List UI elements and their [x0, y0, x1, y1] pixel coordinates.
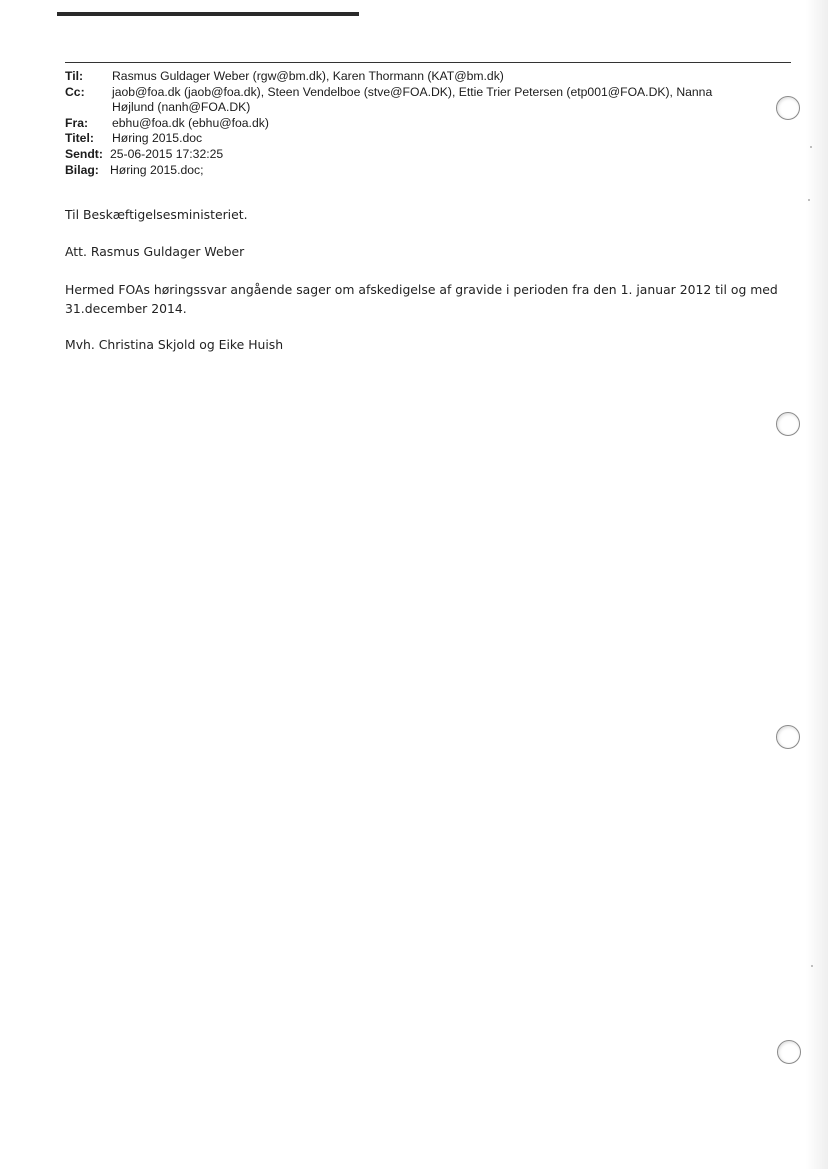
subject-label: Titel:	[65, 131, 94, 146]
punch-hole-icon	[776, 412, 800, 436]
cc-value	[112, 85, 770, 116]
punch-hole-icon	[777, 1040, 801, 1064]
to-row	[65, 69, 770, 85]
punch-hole-icon	[776, 96, 800, 120]
attachment-label: Bilag:	[65, 162, 99, 177]
scan-speck	[808, 199, 810, 201]
attachment-row	[65, 163, 770, 179]
scan-speck	[810, 146, 812, 148]
top-redaction-bar	[57, 12, 359, 16]
subject-row	[65, 131, 770, 147]
sent-label: Sendt:	[65, 146, 103, 161]
from-label: Fra:	[65, 115, 89, 130]
greeting: Til Beskæftigelsesministeriet.	[65, 207, 248, 222]
attention-line: Att. Rasmus Guldager Weber	[65, 244, 245, 259]
scan-speck	[811, 965, 813, 967]
header-divider	[65, 62, 791, 63]
cc-row	[65, 85, 770, 116]
body-paragraph-line1: Hermed FOAs høringssvar angående sager om afskedigelse af gravide i perioden fra den 1. januar 2012 til og med	[65, 282, 778, 297]
signoff: Mvh. Christina Skjold og Eike Huish	[65, 337, 284, 352]
email-header	[65, 69, 770, 178]
scan-edge-shadow	[806, 0, 828, 1169]
cc-value-line2: Højlund (nanh@FOA.DK)	[112, 100, 251, 115]
body-paragraph	[65, 280, 785, 318]
subject-value: Høring 2015.doc	[112, 131, 203, 146]
to-value: Rasmus Guldager Weber (rgw@bm.dk), Karen Thormann (KAT@bm.dk)	[112, 69, 504, 83]
body-paragraph-line2: 31.december 2014.	[65, 301, 187, 316]
punch-hole-icon	[776, 725, 800, 749]
from-row	[65, 116, 770, 132]
to-label: Til:	[65, 69, 84, 83]
sent-value: 25-06-2015 17:32:25	[110, 146, 224, 161]
cc-value-line1: jaob@foa.dk (jaob@foa.dk), Steen Vendelboe (stve@FOA.DK), Ettie Trier Petersen (etp001@FOA.DK), Nanna	[112, 84, 713, 99]
cc-label: Cc:	[65, 84, 85, 99]
attachment-value: Høring 2015.doc;	[110, 162, 204, 177]
from-value: ebhu@foa.dk (ebhu@foa.dk)	[112, 115, 269, 130]
sent-row	[65, 147, 770, 163]
